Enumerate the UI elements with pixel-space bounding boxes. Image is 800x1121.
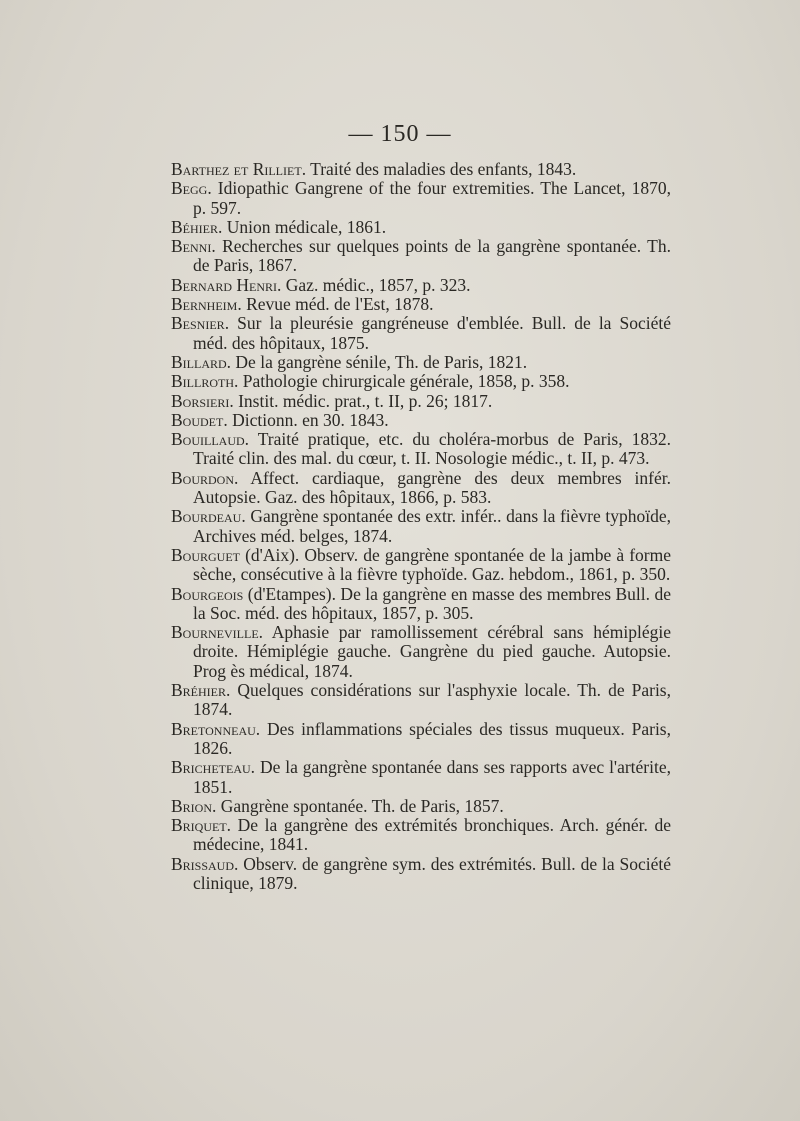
entry-text: . Revue méd. de l'Est, 1878. xyxy=(237,294,434,315)
bibliography-entry xyxy=(171,855,671,894)
entry-text: . De la gangrène des extrémités bronchiques. Arch. génér. de médecine, 1841. xyxy=(193,815,671,855)
entry-text: . Aphasie par ramollissement cérébral sans hémiplégie droite. Hémiplégie gauche. Gangrène du pied gauche. Autopsie. Prog ès médical, 1874. xyxy=(193,622,671,681)
entry-author: Béhier xyxy=(171,216,218,237)
bibliography-entry xyxy=(171,623,671,681)
bibliography-entry xyxy=(171,160,671,179)
entry-text: . Gangrène spontanée des extr. infér.. dans la fièvre typhoïde, Archives méd. belges, 1874. xyxy=(193,506,671,546)
entry-author: Bourneville xyxy=(171,622,259,643)
entry-author: Bourdon xyxy=(171,467,235,488)
entry-text: . Observ. de gangrène sym. des extrémités. Bull. de la Société clinique, 1879. xyxy=(193,853,671,893)
bibliography-entry xyxy=(171,218,671,237)
entry-author: Brion xyxy=(171,795,213,816)
bibliography-entry xyxy=(171,720,671,759)
entry-author: Benni xyxy=(171,236,212,257)
entry-text: (d'Etampes). De la gangrène en masse des membres Bull. de la Soc. méd. des hôpitaux, 1857, p. 305. xyxy=(193,583,671,623)
entry-text: . Idiopathic Gangrene of the four extremities. The Lancet, 1870, p. 597. xyxy=(193,178,671,218)
bibliography-entry xyxy=(171,353,671,372)
entry-author: Brissaud xyxy=(171,853,235,874)
page-number: — 150 — xyxy=(348,121,452,147)
bibliography-entry xyxy=(171,276,671,295)
bibliography-entry xyxy=(171,681,671,720)
entry-author: Bourdeau xyxy=(171,506,242,527)
entry-text: . De la gangrène sénile, Th. de Paris, 1821. xyxy=(226,351,528,372)
bibliography-entry xyxy=(171,179,671,218)
entry-text: . Union médicale, 1861. xyxy=(218,216,387,237)
bibliography-entry xyxy=(171,392,671,411)
entry-author: Begg xyxy=(171,178,208,199)
entry-author: Bourguet xyxy=(171,544,241,565)
entry-author: Bretonneau xyxy=(171,718,256,739)
bibliography-entry xyxy=(171,237,671,276)
bibliography-entry xyxy=(171,546,671,585)
entry-author: Bourgeois xyxy=(171,583,244,604)
entry-text: . Quelques considérations sur l'asphyxie locale. Th. de Paris, 1874. xyxy=(193,680,671,720)
entry-author: Bernheim xyxy=(171,294,238,315)
bibliography-entry xyxy=(171,411,671,430)
entry-author: Billroth xyxy=(171,371,234,392)
entry-text: . Recherches sur quelques points de la gangrène spontanée. Th. de Paris, 1867. xyxy=(193,236,671,276)
entry-author: Borsieri xyxy=(171,390,230,411)
bibliography-entry xyxy=(171,758,671,797)
entry-text: . Traité des maladies des enfants, 1843. xyxy=(301,159,577,179)
entry-text: . Sur la pleurésie gangréneuse d'emblée. Bull. de la Société méd. des hôpitaux, 1875. xyxy=(193,313,671,353)
entry-text: . Des inflammations spéciales des tissus muqueux. Paris, 1826. xyxy=(193,718,671,758)
bibliography-list xyxy=(171,160,671,893)
entry-author: Barthez et Rilliet xyxy=(171,159,302,179)
entry-text: . Pathologie chirurgicale générale, 1858, p. 358. xyxy=(234,371,570,392)
bibliography-entry xyxy=(171,314,671,353)
entry-author: Besnier xyxy=(171,313,225,334)
entry-author: Bréhier xyxy=(171,680,227,701)
bibliography-entry xyxy=(171,372,671,391)
bibliography-entry xyxy=(171,585,671,624)
entry-author: Boudet xyxy=(171,409,224,430)
entry-author: Billard xyxy=(171,351,227,372)
entry-text: . Dictionn. en 30. 1843. xyxy=(223,409,389,430)
entry-text: . Gaz. médic., 1857, p. 323. xyxy=(277,274,471,295)
entry-author: Bricheteau xyxy=(171,757,251,778)
entry-text: . Instit. médic. prat., t. II, p. 26; 1817. xyxy=(229,390,493,411)
entry-text: . Traité pratique, etc. du choléra-morbus de Paris, 1832. Traité clin. des mal. du cœur, t. II. Nosologie médic., t. II, p. 473. xyxy=(193,429,671,469)
bibliography-entry xyxy=(171,797,671,816)
bibliography-entry xyxy=(171,816,671,855)
entry-text: . De la gangrène spontanée dans ses rapports avec l'artérite, 1851. xyxy=(193,757,671,797)
entry-text: (d'Aix). Observ. de gangrène spontanée de la jambe à forme sèche, consécutive à la fièvre typhoïde. Gaz. hebdom., 1861, p. 350. xyxy=(193,544,671,585)
bibliography-entry xyxy=(171,295,671,314)
entry-author: Briquet xyxy=(171,815,227,836)
bibliography-entry xyxy=(171,469,671,508)
entry-text: . Gangrène spontanée. Th. de Paris, 1857. xyxy=(212,795,504,816)
entry-text: . Affect. cardiaque, gangrène des deux membres infér. Autopsie. Gaz. des hôpitaux, 1866, p. 583. xyxy=(193,467,671,508)
bibliography-entry xyxy=(171,507,671,546)
bibliography-entry xyxy=(171,430,671,469)
entry-author: Bouillaud xyxy=(171,429,245,450)
entry-author: Bernard Henri xyxy=(171,274,278,295)
